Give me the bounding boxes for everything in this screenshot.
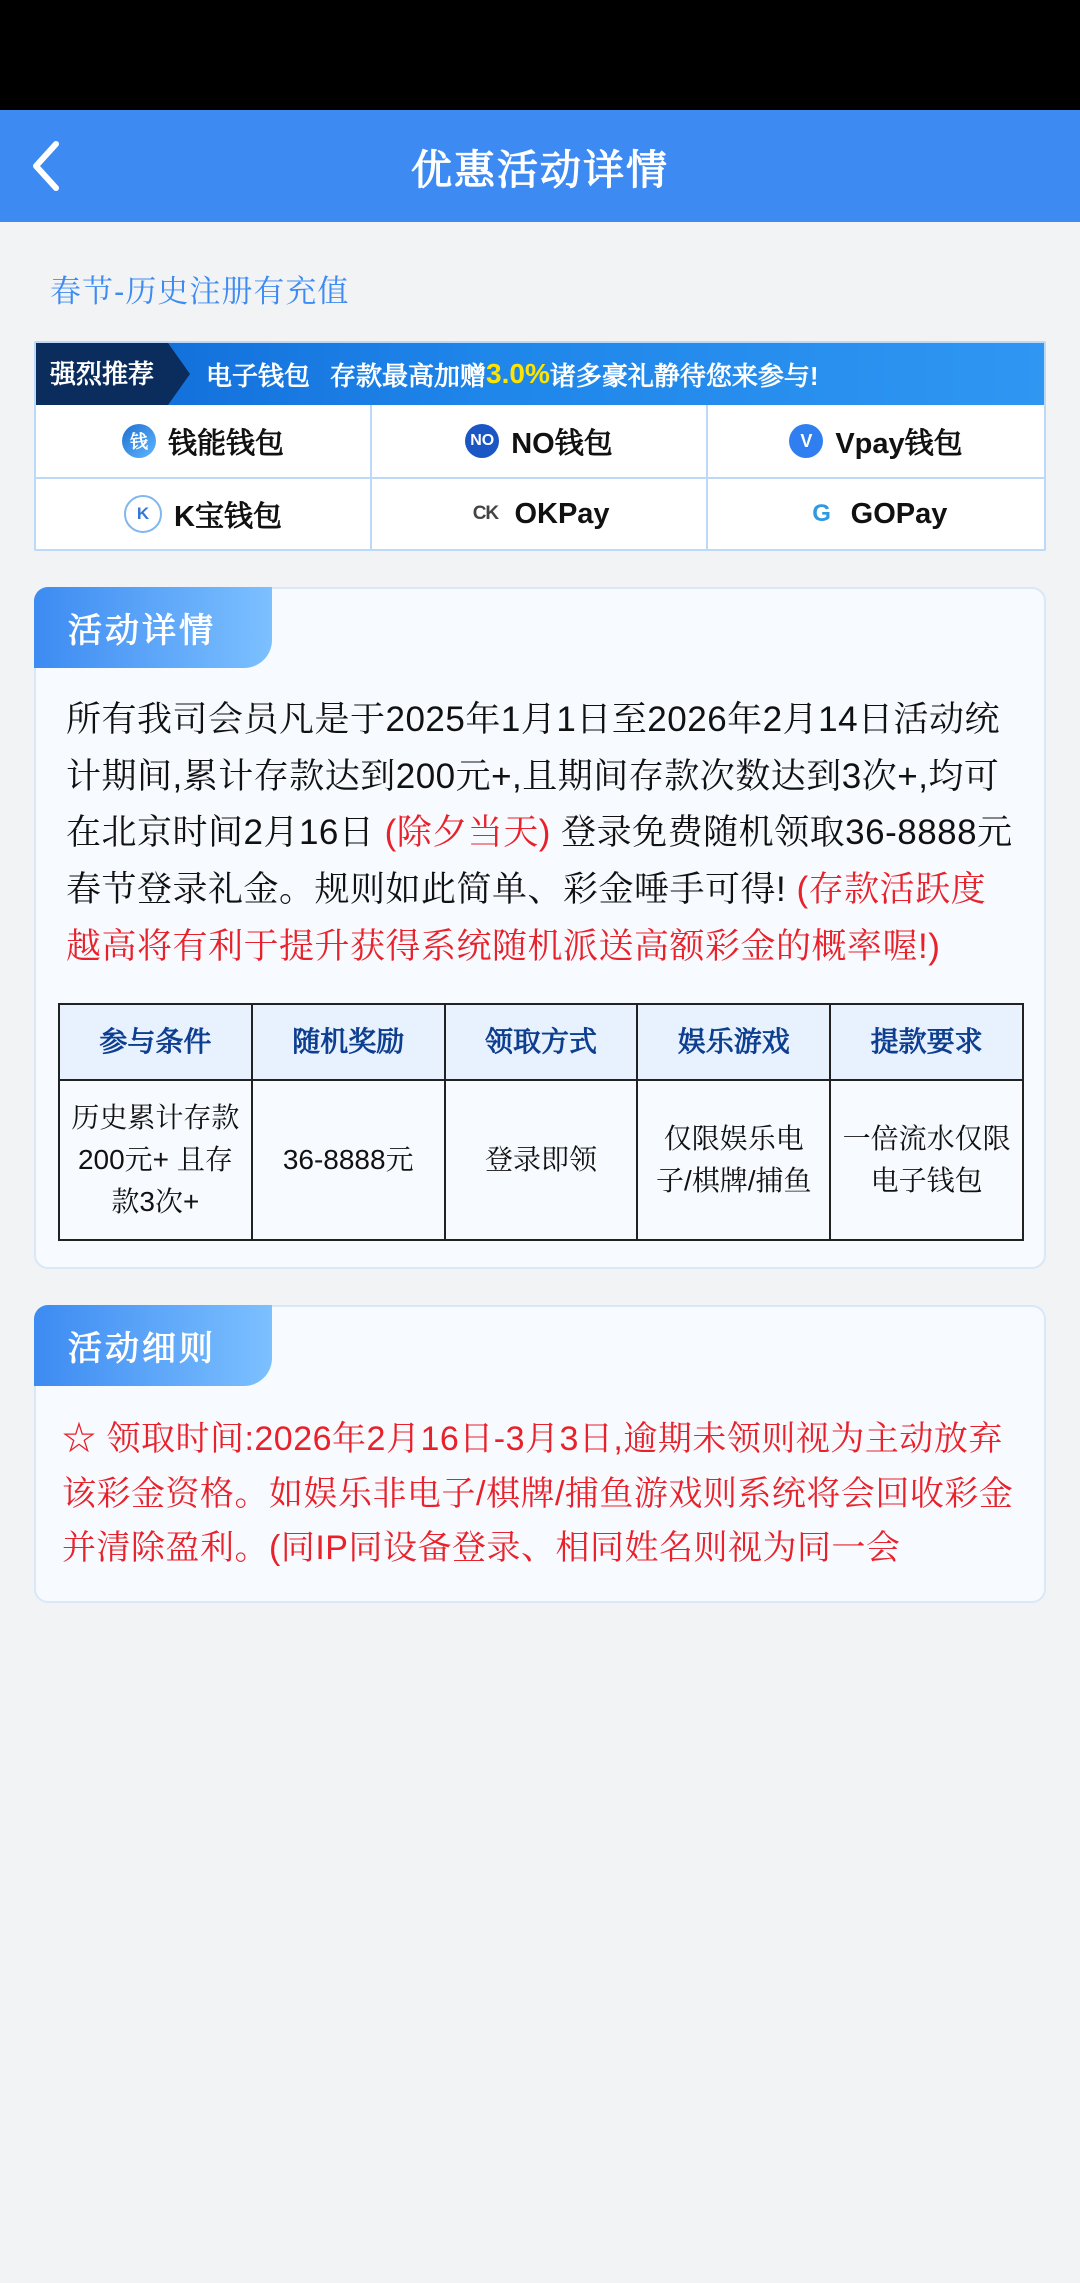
wallet-item-gopay[interactable] xyxy=(708,477,1044,549)
wallet-item-label: K宝钱包 xyxy=(174,500,282,533)
okpay-icon: CK xyxy=(468,497,502,531)
cell-games: 仅限娱乐电子/棋牌/捕鱼 xyxy=(637,1080,830,1240)
page-title: 优惠活动详情 xyxy=(411,146,669,193)
wallet-item-label: NO钱包 xyxy=(511,427,613,460)
activity-rules-tab: 活动细则 xyxy=(34,1305,272,1386)
breadcrumb: 春节-历史注册有充值 xyxy=(50,274,350,309)
wallet-row xyxy=(36,405,1044,477)
kbao-wallet-icon: K xyxy=(124,495,162,533)
cell-reward: 36-8888元 xyxy=(252,1080,445,1240)
wallet-item-kbao[interactable] xyxy=(36,477,372,549)
cell-method: 登录即领 xyxy=(445,1080,638,1240)
table-header-method: 领取方式 xyxy=(445,1004,638,1080)
status-bar xyxy=(0,0,1080,110)
detail-paragraph-1: 所有我司会员凡是于2025年1月1日至2026年2月14日活动统计期间,累计存款达到200元+,且期间存款次数达到3次+,均可在北京时间2月16日 xyxy=(66,700,1001,853)
table-header-row xyxy=(59,1004,1023,1080)
page-scroll-area[interactable] xyxy=(0,222,1080,2283)
no-wallet-icon: NO xyxy=(465,424,499,458)
wallet-item-label: Vpay钱包 xyxy=(835,427,963,460)
detail-paragraph-3: 登录免费随机领取36-8888元春节登录礼金。规则如此简单、彩金唾手可得! xyxy=(66,813,1013,910)
activity-detail-card xyxy=(34,587,1046,1269)
activity-rules-card xyxy=(34,1305,1046,1603)
table-header-condition: 参与条件 xyxy=(59,1004,252,1080)
wallet-banner-text-after: 诸多豪礼静待您来参与! xyxy=(549,360,819,391)
activity-detail-text xyxy=(36,668,1044,975)
wallet-banner-label: 电子钱包 xyxy=(206,360,311,391)
activity-rules-table xyxy=(58,1003,1024,1241)
gopay-icon: G xyxy=(805,497,839,531)
wallet-row xyxy=(36,477,1044,549)
wallet-banner-text-before: 存款最高加赠 xyxy=(330,360,487,391)
detail-paragraph-4: (存款活跃度越高将有利于提升获得系统随机派送高额彩金的概率喔!) xyxy=(66,870,987,966)
table-row xyxy=(59,1080,1023,1240)
activity-detail-tab: 活动详情 xyxy=(34,587,272,668)
cell-withdraw: 一倍流水仅限电子钱包 xyxy=(830,1080,1023,1240)
wallet-item-label: GOPay xyxy=(850,497,948,530)
app-header xyxy=(0,110,1080,222)
wallet-item-qianneng[interactable] xyxy=(36,405,372,477)
vpay-wallet-icon: V xyxy=(789,424,823,458)
wallet-item-no[interactable] xyxy=(372,405,708,477)
wallet-item-label: 钱能钱包 xyxy=(167,427,284,460)
page-content xyxy=(0,222,1080,1603)
table-header-games: 娱乐游戏 xyxy=(637,1004,830,1080)
wallet-item-label: OKPay xyxy=(514,497,610,530)
table-header-reward: 随机奖励 xyxy=(252,1004,445,1080)
recommend-badge: 强烈推荐 xyxy=(36,343,168,405)
wallet-banner-header xyxy=(36,343,1044,405)
wallet-item-vpay[interactable] xyxy=(708,405,1044,477)
detail-paragraph-2: (除夕当天) xyxy=(384,813,551,853)
cell-condition: 历史累计存款200元+ 且存款3次+ xyxy=(59,1080,252,1240)
activity-rules-text: ☆ 领取时间:2026年2月16日-3月3日,逾期未领则视为主动放弃该彩金资格。如娱乐非电子/棋牌/捕鱼游戏则系统将会回收彩金并清除盈利。(同IP同设备登录、相同姓名则视为同一会 xyxy=(62,1420,1014,1568)
wallet-item-okpay[interactable] xyxy=(372,477,708,549)
wallet-banner-percent: 3.0% xyxy=(486,358,550,389)
qianneng-wallet-icon: 钱 xyxy=(122,424,156,458)
wallet-promo-banner xyxy=(34,341,1046,551)
table-header-withdraw: 提款要求 xyxy=(830,1004,1023,1080)
